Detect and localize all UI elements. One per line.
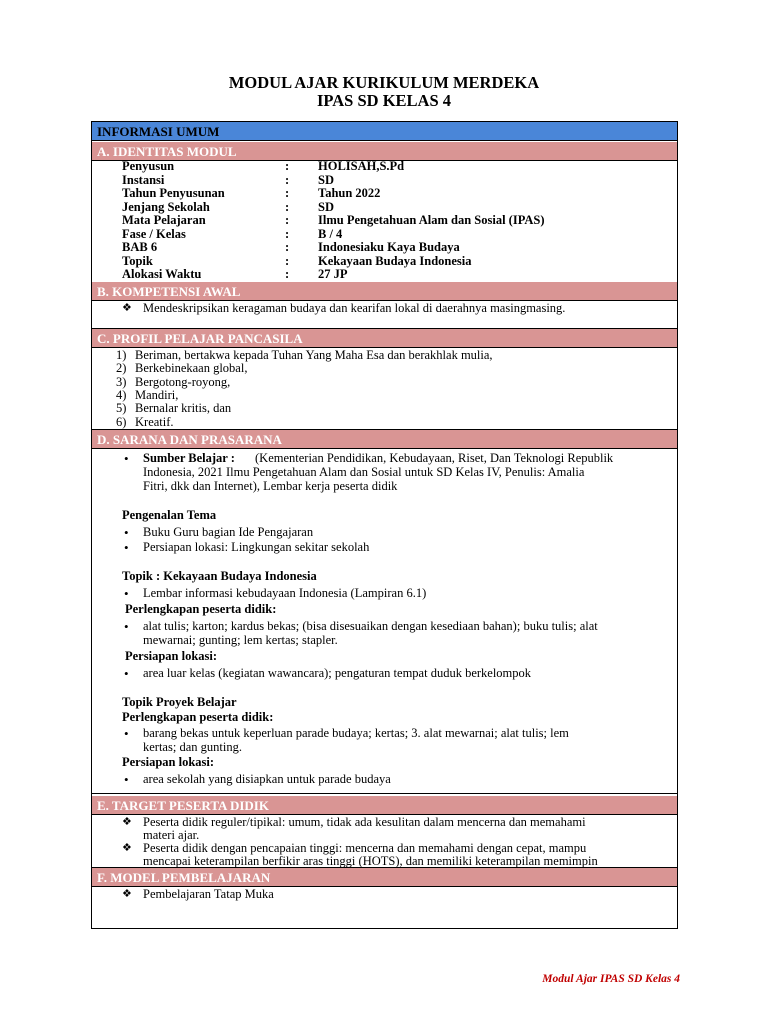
identitas-row	[122, 241, 662, 255]
list-item: Pembelajaran Tatap Muka	[143, 887, 274, 901]
diamond-bullet-icon: ❖	[122, 888, 132, 900]
identitas-key: BAB 6	[122, 240, 158, 254]
bullet-icon: •	[124, 586, 129, 601]
identitas-colon: :	[285, 267, 290, 281]
sumber-text: (Kementerian Pendidikan, Kebudayaan, Riset, Dan Teknologi Republik	[255, 451, 614, 465]
identitas-value: Tahun 2022	[318, 186, 381, 200]
list-number: 4)	[116, 387, 127, 402]
identitas-row	[122, 174, 662, 188]
document-subtitle: IPAS SD KELAS 4	[316, 91, 452, 110]
identitas-key: Mata Pelajaran	[122, 213, 206, 227]
list-number: 1)	[116, 348, 127, 362]
identitas-colon: :	[285, 186, 290, 200]
page-footer: Modul Ajar IPAS SD Kelas 4	[542, 973, 680, 985]
identitas-colon: :	[285, 172, 290, 187]
section-header-informasi-umum: INFORMASI UMUM	[92, 122, 677, 141]
pengenalan-title: Pengenalan Tema	[122, 508, 217, 522]
bullet-icon: •	[124, 726, 129, 741]
section-header-sarana: D. SARANA DAN PRASARANA	[92, 430, 677, 449]
sumber-text: Indonesia, 2021 Ilmu Pengetahuan Alam dan Sosial untuk SD Kelas IV, Penulis: Amalia	[143, 465, 585, 479]
target-section	[92, 816, 677, 868]
list-item: Buku Guru bagian Ide Pengajaran	[143, 525, 314, 539]
identitas-value: SD	[318, 172, 334, 187]
section-header-target: E. TARGET PESERTA DIDIK	[92, 796, 677, 815]
diamond-bullet-icon: ❖	[122, 842, 132, 854]
list-item: Berkebinekaan global,	[135, 361, 248, 376]
identitas-value: Indonesiaku Kaya Budaya	[318, 240, 460, 254]
list-number: 2)	[116, 361, 127, 376]
bullet-icon: •	[124, 451, 129, 466]
model-section	[92, 888, 677, 928]
bullet-icon: •	[124, 619, 129, 634]
identitas-colon: :	[285, 226, 290, 241]
list-item: Beriman, bertakwa kepada Tuhan Yang Maha Esa dan berakhlak mulia,	[135, 348, 493, 362]
list-item: Lembar informasi kebudayaan Indonesia (Lampiran 6.1)	[143, 586, 427, 600]
list-item: area luar kelas (kegiatan wawancara); pengaturan tempat duduk berkelompok	[143, 666, 532, 680]
list-item: Peserta didik reguler/tipikal: umum, tidak ada kesulitan dalam mencerna dan memahami	[143, 816, 586, 829]
proyek-perlengkapan-label: Perlengkapan peserta didik:	[122, 710, 274, 724]
identitas-value: Ilmu Pengetahuan Alam dan Sosial (IPAS)	[318, 213, 545, 227]
list-item: materi ajar.	[143, 828, 200, 842]
list-item: kertas; dan gunting.	[143, 740, 242, 754]
identitas-key: Penyusun	[122, 159, 175, 173]
kompetensi-text: Mendeskripsikan keragaman budaya dan kearifan lokal di daerahnya masingmasing.	[143, 301, 566, 315]
bullet-icon: •	[124, 772, 129, 787]
perlengkapan-label: Perlengkapan peserta didik:	[125, 602, 277, 616]
diamond-bullet-icon: ❖	[122, 816, 132, 828]
identitas-key: Instansi	[122, 172, 165, 187]
section-header-kompetensi: B. KOMPETENSI AWAL	[92, 282, 677, 301]
list-number: 3)	[116, 374, 127, 389]
list-item: Peserta didik dengan pencapaian tinggi: mencerna dan memahami dengan cepat, mampu	[143, 841, 587, 855]
section-header-profil: C. PROFIL PELAJAR PANCASILA	[92, 329, 677, 348]
bullet-icon: •	[124, 540, 129, 555]
sarana-section	[92, 450, 677, 794]
identitas-row	[122, 268, 662, 282]
list-item: area sekolah yang disiapkan untuk parade budaya	[143, 772, 391, 786]
list-number: 6)	[116, 414, 127, 429]
sumber-text: Fitri, dkk dan Internet), Lembar kerja peserta didik	[143, 479, 398, 493]
list-item: alat tulis; karton; kardus bekas; (bisa disesuaikan dengan kesediaan bahan); buku tulis; alat	[143, 619, 598, 633]
identitas-colon: :	[285, 240, 290, 254]
bullet-icon: •	[124, 666, 129, 681]
identitas-colon: :	[285, 213, 290, 227]
document-title: MODUL AJAR KURIKULUM MERDEKA	[228, 73, 540, 92]
identitas-colon: :	[285, 159, 290, 173]
list-number: 5)	[116, 401, 127, 416]
list-item: Kreatif.	[135, 414, 174, 429]
identitas-row	[122, 255, 662, 269]
proyek-title: Topik Proyek Belajar	[122, 695, 237, 709]
list-item: barang bekas untuk keperluan parade budaya; kertas; 3. alat mewarnai; alat tulis; lem	[143, 726, 569, 740]
identitas-section	[92, 159, 677, 283]
identitas-value: HOLISAH,S.Pd	[318, 159, 405, 173]
sumber-label: Sumber Belajar :	[143, 451, 235, 465]
list-item: mencapai keterampilan berfikir aras tinggi (HOTS), dan memiliki keterampilan memimpin	[143, 854, 598, 868]
identitas-row	[122, 228, 662, 242]
identitas-colon: :	[285, 253, 290, 268]
identitas-key: Tahun Penyusunan	[122, 186, 225, 200]
identitas-value: SD	[318, 199, 334, 214]
proyek-persiapan-label: Persiapan lokasi:	[122, 755, 215, 769]
list-item: Persiapan lokasi: Lingkungan sekitar sekolah	[143, 540, 370, 554]
list-item: Bergotong-royong,	[135, 374, 231, 389]
identitas-row	[122, 201, 662, 215]
topik-title: Topik : Kekayaan Budaya Indonesia	[122, 569, 317, 583]
identitas-key: Jenjang Sekolah	[122, 199, 210, 214]
diamond-bullet-icon: ❖	[122, 302, 132, 314]
bullet-icon: •	[124, 525, 129, 540]
identitas-key: Topik	[122, 253, 153, 268]
identitas-row	[122, 160, 662, 174]
section-header-identitas: A. IDENTITAS MODUL	[92, 142, 677, 161]
identitas-row	[122, 187, 662, 201]
kompetensi-section	[92, 302, 677, 329]
persiapan-label: Persiapan lokasi:	[125, 649, 218, 663]
identitas-colon: :	[285, 199, 290, 214]
list-item: Bernalar kritis, dan	[135, 401, 232, 416]
list-item: Mandiri,	[135, 387, 179, 402]
identitas-key: Alokasi Waktu	[122, 267, 202, 281]
module-table	[91, 121, 678, 929]
profil-section	[92, 349, 677, 430]
identitas-key: Fase / Kelas	[122, 226, 186, 241]
identitas-value: 27 JP	[318, 267, 348, 281]
section-header-model: F. MODEL PEMBELAJARAN	[92, 868, 677, 887]
identitas-value: B / 4	[318, 226, 343, 241]
identitas-value: Kekayaan Budaya Indonesia	[318, 253, 472, 268]
identitas-row	[122, 214, 662, 228]
list-item: mewarnai; gunting; lem kertas; stapler.	[143, 633, 338, 647]
